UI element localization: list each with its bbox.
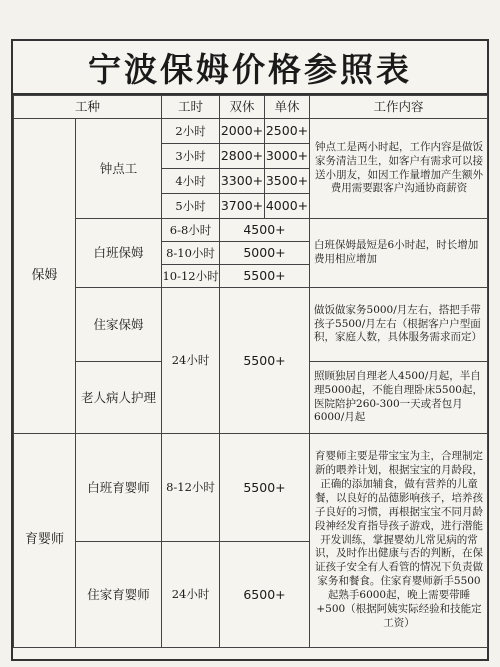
category-infant-care: 育婴师 [14, 434, 76, 648]
live-in-description: 做饭做家务5000/月左右，搭把手带孩子5500/月左右（根据客户户型面积，家庭人数，具体服务需求而定） [310, 288, 488, 362]
table-row [14, 288, 488, 319]
elder-care-description: 照顾独居自理老人4500/月起，半自理5000起，不能自理卧床5500起，医院陪护260-300一天或者包月6000/月起 [310, 362, 488, 434]
double-rest-price: 2000+ [220, 119, 265, 144]
header-hours: 工时 [162, 96, 220, 119]
double-rest-price: 2800+ [220, 144, 265, 169]
hours-cell: 10-12小时 [162, 265, 220, 288]
type-elder-care: 老人病人护理 [76, 362, 162, 434]
day-nanny-description: 白班保姆最短是6小时起，时长增加费用相应增加 [310, 219, 488, 288]
single-rest-price: 2500+ [265, 119, 310, 144]
type-live-in-nanny: 住家保姆 [76, 288, 162, 362]
price-cell: 5500+ [220, 434, 310, 542]
price-cell: 5000+ [220, 242, 310, 265]
price-cell: 6500+ [220, 542, 310, 648]
hours-cell: 2小时 [162, 119, 220, 144]
hours-cell: 6-8小时 [162, 219, 220, 242]
hours-cell: 4小时 [162, 169, 220, 194]
single-rest-price: 4000+ [265, 194, 310, 219]
price-sheet [11, 39, 489, 661]
header-single-rest: 单休 [265, 96, 310, 119]
type-live-in-infant-care: 住家育婴师 [76, 542, 162, 648]
table-row [14, 219, 488, 242]
page-title: 宁波保姆价格参照表 [13, 41, 487, 95]
price-cell: 4500+ [220, 219, 310, 242]
type-day-nanny: 白班保姆 [76, 219, 162, 288]
header-double-rest: 双休 [220, 96, 265, 119]
hourly-description: 钟点工是两小时起，工作内容是做饭家务清洁卫生，如客户有需求可以接送小朋友，如因工作量增加产生额外费用需要跟客户沟通协商薪资 [310, 119, 488, 219]
hours-cell: 24小时 [162, 288, 220, 434]
infant-care-description: 育婴师主要是带宝宝为主，合理制定新的喂养计划，根据宝宝的月龄段，正确的添加辅食，做有营养的儿童餐，以良好的品德影响孩子，培养孩子良好的习惯，再根据宝宝不同月龄段神经发育指导孩子游戏，进行潜能开发训练，掌握婴幼儿常见病的常识，及时作出健康与否的判断，在保证孩子安全有人看管的情况下负责做家务和餐食。住家育婴师新手5500起熟手6000起，晚上需要带睡+500（根据阿姨实际经验和技能定工资） [310, 434, 488, 648]
hours-cell: 5小时 [162, 194, 220, 219]
table-row [14, 119, 488, 144]
hours-cell: 3小时 [162, 144, 220, 169]
double-rest-price: 3700+ [220, 194, 265, 219]
price-cell: 5500+ [220, 265, 310, 288]
hours-cell: 8-12小时 [162, 434, 220, 542]
header-content: 工作内容 [310, 96, 488, 119]
single-rest-price: 3000+ [265, 144, 310, 169]
double-rest-price: 3300+ [220, 169, 265, 194]
category-nanny: 保姆 [14, 119, 76, 434]
price-table [13, 95, 488, 648]
type-day-infant-care: 白班育婴师 [76, 434, 162, 542]
price-cell: 5500+ [220, 288, 310, 434]
type-hourly: 钟点工 [76, 119, 162, 219]
single-rest-price: 3500+ [265, 169, 310, 194]
hours-cell: 24小时 [162, 542, 220, 648]
header-row [14, 96, 488, 119]
table-row [14, 434, 488, 542]
header-work-type: 工种 [14, 96, 162, 119]
hours-cell: 8-10小时 [162, 242, 220, 265]
